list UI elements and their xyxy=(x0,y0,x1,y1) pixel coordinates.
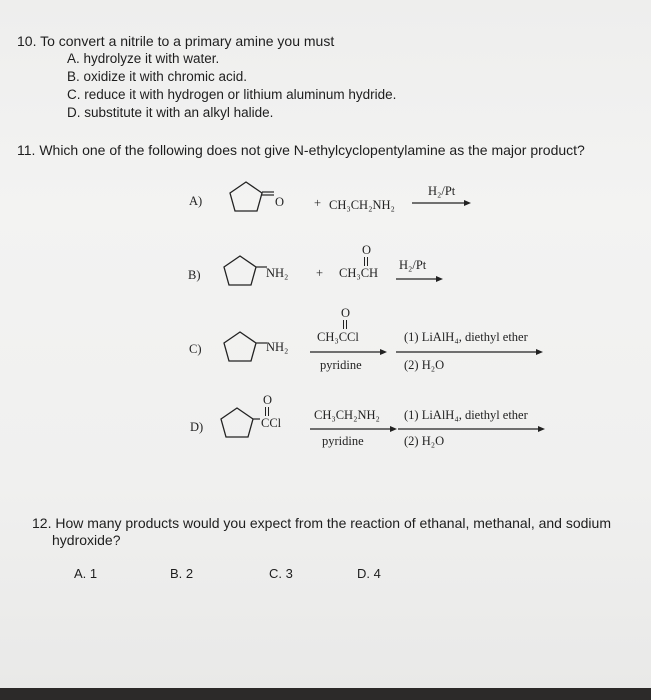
q11-b-condition: H₂/Pt xyxy=(399,258,427,272)
q11-a-oxygen: O xyxy=(275,195,285,209)
q11-d-solvent: pyridine xyxy=(322,434,364,448)
q11-d-carbonyl-o: O xyxy=(263,393,273,407)
q11-a-arrow xyxy=(412,198,472,208)
q12-answer-b: B. 2 xyxy=(170,566,194,581)
q10-question: 10. To convert a nitrile to a primary amine you must xyxy=(17,33,335,49)
q11-question: 11. Which one of the following does not give N-ethylcyclopentylamine as the major product? xyxy=(17,142,585,158)
q11-d-step2: (2) H₂O xyxy=(404,434,445,448)
q11-d-arrow-2 xyxy=(398,424,548,434)
q11-b-reagent: CH₃CH xyxy=(339,266,379,280)
q11-b-arrow xyxy=(396,274,446,284)
q11-c-amine: NH₂ xyxy=(266,340,289,354)
q12-question-line1: 12. How many products would you expect from the reaction of ethanal, methanal, and sodium xyxy=(32,515,611,531)
q11-d-label: D) xyxy=(190,420,204,434)
q11-d-acyl-chloride: CCl xyxy=(261,416,282,430)
q11-a-plus: + xyxy=(314,196,322,210)
q10-option-c: C. reduce it with hydrogen or lithium aluminum hydride. xyxy=(67,87,397,102)
q11-c-step1: (1) LiAlH₄, diethyl ether xyxy=(404,330,528,344)
q11-d-reagent: CH₃CH₂NH₂ xyxy=(314,408,380,422)
q11-a-label: A) xyxy=(189,194,203,208)
q12-answer-d: D. 4 xyxy=(357,566,381,581)
q11-c-carbonyl-o: O xyxy=(341,306,351,320)
q11-d-step1: (1) LiAlH₄, diethyl ether xyxy=(404,408,528,422)
q11-c-arrow-1 xyxy=(310,347,390,357)
q10-option-d: D. substitute it with an alkyl halide. xyxy=(67,105,274,120)
q11-b-amine: NH₂ xyxy=(266,266,289,280)
q11-c-solvent: pyridine xyxy=(320,358,362,372)
q11-c-label: C) xyxy=(189,342,202,356)
q11-a-reagent: CH₃CH₂NH₂ xyxy=(329,198,395,212)
q11-a-condition: H₂/Pt xyxy=(428,184,456,198)
q11-c-step2: (2) H₂O xyxy=(404,358,445,372)
q11-c-double-bond xyxy=(342,320,348,330)
q11-d-arrow-1 xyxy=(310,424,400,434)
q11-b-carbonyl-o: O xyxy=(362,243,372,257)
q12-answer-a: A. 1 xyxy=(74,566,98,581)
q10-option-b: B. oxidize it with chromic acid. xyxy=(67,69,248,84)
q12-question-line2: hydroxide? xyxy=(52,532,121,548)
q11-b-label: B) xyxy=(188,268,201,282)
q10-option-a: A. hydrolyze it with water. xyxy=(67,51,220,66)
q11-c-cyclopentylamine xyxy=(218,330,278,380)
q11-c-reagent: CH₃CCl xyxy=(317,330,359,344)
q11-b-plus: + xyxy=(316,266,324,280)
q11-c-arrow-2 xyxy=(396,347,546,357)
q12-answer-c: C. 3 xyxy=(269,566,293,581)
